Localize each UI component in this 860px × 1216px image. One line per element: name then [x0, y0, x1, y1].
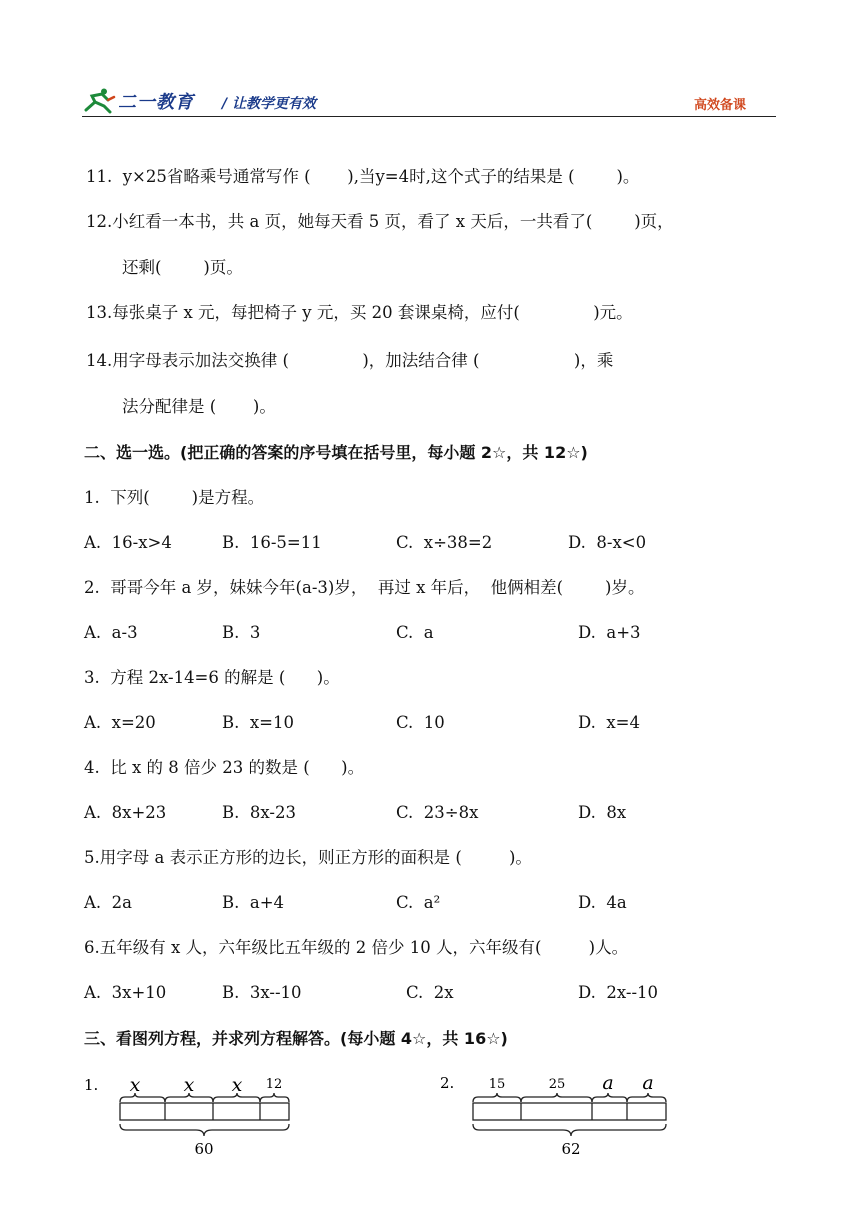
question-11: 11. y×25省略乘号通常写作 ( ),当y=4时,这个式子的结果是 ( )。	[86, 167, 640, 186]
choice-4-option-b: B. 8x-23	[222, 803, 296, 822]
question-12-line2: 还剩( )页。	[122, 258, 243, 277]
choice-3-option-d: D. x=4	[578, 713, 641, 732]
logo	[82, 88, 194, 114]
choice-question-5: 5.用字母 a 表示正方形的边长，则正方形的面积是 ( )。	[84, 848, 532, 867]
runner-logo-icon	[82, 88, 116, 114]
choice-2-option-c: C. a	[396, 623, 434, 642]
choice-question-1: 1. 下列( )是方程。	[84, 488, 265, 507]
choice-question-2: 2. 哥哥今年 a 岁，妹妹今年(a-3)岁， 再过 x 年后， 他俩相差( )岁。	[84, 578, 645, 597]
choice-6-option-d: D. 2x--10	[578, 983, 659, 1002]
choice-4-option-c: C. 23÷8x	[396, 803, 479, 822]
choice-question-3: 3. 方程 2x-14=6 的解是 ( )。	[84, 668, 340, 687]
diagram-1-label-4: 12	[265, 1077, 283, 1092]
choice-2-option-d: D. a+3	[578, 623, 641, 642]
section-2-heading: 二、选一选。(把正确的答案的序号填在括号里，每小题 2☆，共 12☆)	[84, 443, 588, 462]
choice-5-option-c: C. a²	[396, 893, 441, 912]
diagram-1-label-3: x	[231, 1074, 243, 1096]
diagram-1-top-braces	[120, 1093, 289, 1102]
header-divider	[82, 116, 776, 117]
question-12-line1: 12.小红看一本书，共 a 页，她每天看 5 页，看了 x 天后，一共看了( )页，	[86, 212, 674, 231]
choice-2-option-b: B. 3	[222, 623, 261, 642]
diagram-2-label-2: 25	[548, 1077, 566, 1092]
logo-text: 二一教育	[118, 92, 194, 113]
header-badge: 高效备课	[693, 98, 746, 113]
diagram-1-label-1: x	[129, 1074, 141, 1096]
diagram-2-dividers	[521, 1103, 627, 1120]
diagram-2-top-braces	[473, 1093, 666, 1102]
question-14-line1: 14.用字母表示加法交换律 ( )，加法结合律 ( )，乘	[86, 351, 614, 370]
choice-2-option-a: A. a-3	[84, 623, 138, 642]
choice-question-6: 6.五年级有 x 人，六年级比五年级的 2 倍少 10 人，六年级有( )人。	[84, 938, 629, 957]
diagram-2-bar	[473, 1103, 666, 1120]
segment-diagram-2	[440, 1066, 680, 1164]
question-13: 13.每张桌子 x 元，每把椅子 y 元，买 20 套课桌椅，应付( )元。	[86, 303, 633, 322]
diagram-2-number: 2.	[440, 1074, 455, 1092]
diagram-1-bar	[120, 1103, 289, 1120]
choice-6-option-b: B. 3x--10	[222, 983, 302, 1002]
choice-5-option-d: D. 4a	[578, 893, 627, 912]
diagram-1-bottom-brace	[120, 1124, 289, 1136]
slogan: / 让教学更有效	[222, 96, 316, 112]
choice-3-option-b: B. x=10	[222, 713, 294, 732]
diagram-1-label-2: x	[183, 1074, 195, 1096]
choice-3-option-a: A. x=20	[84, 713, 156, 732]
question-14-line2: 法分配律是 ( )。	[122, 397, 276, 416]
choice-4-option-a: A. 8x+23	[84, 803, 167, 822]
diagram-1-dividers	[165, 1103, 260, 1120]
choice-1-option-c: C. x÷38=2	[396, 533, 493, 552]
section-3-heading: 三、看图列方程，并求列方程解答。(每小题 4☆，共 16☆)	[84, 1029, 508, 1048]
choice-1-option-a: A. 16-x>4	[84, 533, 172, 552]
diagram-2-bottom-brace	[473, 1124, 666, 1136]
diagram-1-number: 1.	[84, 1076, 99, 1094]
diagram-2-label-4: a	[642, 1072, 654, 1094]
choice-question-4: 4. 比 x 的 8 倍少 23 的数是 ( )。	[84, 758, 365, 777]
diagram-1-total: 60	[194, 1140, 214, 1158]
choice-3-option-c: C. 10	[396, 713, 445, 732]
segment-diagram-1	[84, 1068, 314, 1164]
diagram-2-total: 62	[561, 1140, 581, 1158]
choice-5-option-a: A. 2a	[84, 893, 132, 912]
page-header	[82, 88, 776, 118]
choice-6-option-c: C. 2x	[406, 983, 454, 1002]
choice-1-option-b: B. 16-5=11	[222, 533, 322, 552]
choice-4-option-d: D. 8x	[578, 803, 627, 822]
choice-5-option-b: B. a+4	[222, 893, 285, 912]
choice-1-option-d: D. 8-x<0	[568, 533, 647, 552]
choice-6-option-a: A. 3x+10	[84, 983, 167, 1002]
diagram-2-label-3: a	[602, 1072, 614, 1094]
diagram-2-label-1: 15	[488, 1077, 506, 1092]
